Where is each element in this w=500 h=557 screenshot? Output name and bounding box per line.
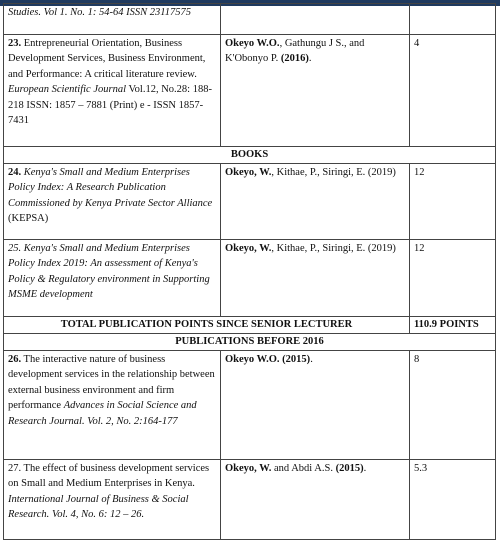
section-title-books: BOOKS [4,147,496,164]
author-cell [221,240,410,317]
item-number: 23. [8,38,22,49]
points-cell: 12 [410,240,496,317]
total-row [4,317,496,334]
table-row [4,460,496,540]
author-rest: , Kithae, P., Siringi, E. (2019) [271,167,396,178]
author-name: Okeyo, W. [225,243,272,254]
citation-cell [4,351,221,460]
citation-cell [4,240,221,317]
publication-year: (2016) [280,53,309,65]
table-row [4,4,496,35]
citation-cell [4,35,221,147]
table-row [4,240,496,317]
citation-title: Kenya's Small and Medium Enterprises Policy Index: A Research Publication Commissioned by Kenya Private Sector Alliance [8,167,213,209]
points-cell: 12 [410,164,496,240]
section-header-row [4,147,496,164]
year-tail: . [363,463,367,474]
author-name: Okeyo, W. [225,463,272,474]
table-row [4,164,496,240]
points-cell [410,4,496,35]
author-cell [221,4,410,35]
citation-details: Vol.12, No.28: 188-218 ISSN: 1857 – 7881 (Print) e - ISSN 1857- 7431 [8,84,212,127]
author-cell [221,35,410,147]
citation-title: The interactive nature of business development services in the relationship between external business environment and firm performance [8,354,215,412]
section-title-before-2016: PUBLICATIONS BEFORE 2016 [4,334,496,351]
table-row [4,351,496,460]
year-tail: . [308,53,312,65]
author-cell [221,460,410,540]
item-number: 25. [8,243,22,254]
author-name: Okeyo, W. [225,167,272,178]
author-cell [221,351,410,460]
total-points: 110.9 POINTS [410,317,496,334]
points-cell: 4 [410,35,496,147]
author-cell [221,164,410,240]
total-label: TOTAL PUBLICATION POINTS SINCE SENIOR LECTURER [4,317,410,334]
publications-table [3,3,496,540]
author-rest: and Abdi A.S. [271,463,336,474]
item-number: 26. [8,354,22,365]
item-number: 27. [8,463,22,474]
author-name: Okeyo W.O. [225,38,280,49]
item-number: 24. [8,167,22,178]
citation-title: Kenya's Small and Medium Enterprises Policy Index 2019: An assessment of Kenya's Policy & Regulatory environment in Supporting MSME development [8,243,210,301]
section-header-row [4,334,496,351]
table-row [4,35,496,147]
author-name: Okeyo W.O. (2015) [225,354,311,365]
citation-cell [4,164,221,240]
citation-title: The effect of business development services on Small and Medium Enterprises in Kenya. [8,463,210,490]
author-rest: , Kithae, P., Siringi, E. (2019) [271,243,396,254]
citation-journal: International Journal of Business & Social Research. [8,493,189,521]
points-cell: 8 [410,351,496,460]
citation-cell [4,460,221,540]
citation-details: Vol. 4, No. 6: 12 – 26. [49,509,145,521]
publication-year: (2015) [335,463,364,474]
author-rest: . [310,354,313,365]
points-cell: 5.3 [410,460,496,540]
citation-details: (KEPSA) [8,213,49,225]
citation-title: Entrepreneurial Orientation, Business Development Services, Business Environment, and Performance: A critical literature review. [8,38,206,80]
citation-journal: Studies. Vol 1. No. 1: 54-64 ISSN [8,7,148,18]
citation-journal: European Scientific Journal [8,84,127,96]
citation-issn: 23117575 [149,7,191,18]
citation-cell [4,4,221,35]
author-rest: , Gathungu J S., and K'Obonyo P. [225,38,365,65]
citation-journal: Advances in Social Science and Research Journal. Vol. 2, No. 2:164-177 [8,400,197,427]
